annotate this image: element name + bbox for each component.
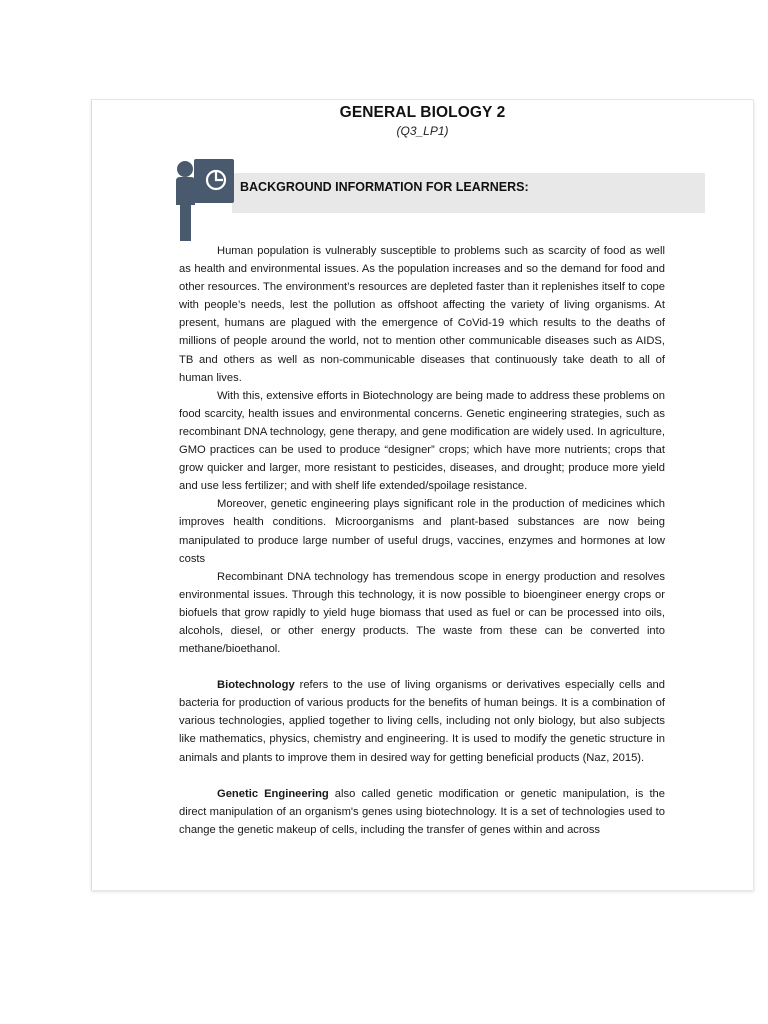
definition-genetic-engineering: also called genetic modification or genetic manipulation, is the direct manipulation of an organism's genes using biotechnology. It is a set of technologies used to change the genetic makeup of cells, including the transfer of genes within and across <box>179 787 665 836</box>
term-biotechnology: Biotechnology <box>217 679 295 692</box>
paragraph-genetic-engineering-definition <box>179 785 665 839</box>
paragraph-biotech-efforts: With this, extensive efforts in Biotechnology are being made to address these problems on food scarcity, health issues and environmental concerns. Genetic engineering strategies, such as recombinant DNA technology, gene therapy, and gene modification are widely used. In agriculture, GMO practices can be used to produce “designer” crops; which have more nutrients; crops that grow quicker and larger, more resistant to pesticides, diseases, and drought; produce more yield and use less fertilizer; and with shelf life extended/spoilage resistance. <box>179 389 665 493</box>
paragraph-population: Human population is vulnerably susceptible to problems such as scarcity of food as well as health and environmental issues. As the population increases and so the demand for food and other resources. The environment’s resources are depleted faster than it replenishes itself to cope with people’s needs, lest the pollution as offshoot affecting the variety of living organisms. At present, humans are plagued with the emergence of CoVid-19 which results to the deaths of millions of people around the world, not to mention other communicable diseases such as AIDS, TB and others as well as non-communicable diseases that continuously take death to all of human lives. <box>179 245 665 384</box>
document-title: GENERAL BIOLOGY 2 <box>339 104 506 121</box>
section-heading: BACKGROUND INFORMATION FOR LEARNERS: <box>240 180 529 194</box>
paragraph-biotechnology-definition <box>179 676 665 766</box>
paragraph-energy: Recombinant DNA technology has tremendous scope in energy production and resolves environmental issues. Through this technology, it is now possible to bioengineer energy crops or biofuels that grow rapidly to yield huge biomass that used as fuel or can be processed into oils, alcohols, diesel, or other energy products. The waste from these can be converted into methane/bioethanol. <box>179 570 665 656</box>
body-text <box>179 242 665 839</box>
document-page <box>91 99 754 890</box>
teacher-presentation-icon <box>174 155 236 241</box>
document-subtitle: (Q3_LP1) <box>396 124 449 138</box>
term-genetic-engineering: Genetic Engineering <box>217 787 329 800</box>
paragraph-medicines: Moreover, genetic engineering plays significant role in the production of medicines which improves health conditions. Microorganisms and plant-based substances are now being manipulated to produce large number of useful drugs, vaccines, enzymes and hormones at low costs <box>179 498 665 565</box>
definition-biotechnology: refers to the use of living organisms or derivatives especially cells and bacteria for production of various products for the benefits of human beings. It is a combination of various technologies, applied together to living cells, including not only biology, but also subjects like mathematics, physics, chemistry and engineering. It is used to modify the genetic structure in animals and plants to improve them in desired way for getting beneficial products (Naz, 2015). <box>179 679 665 764</box>
